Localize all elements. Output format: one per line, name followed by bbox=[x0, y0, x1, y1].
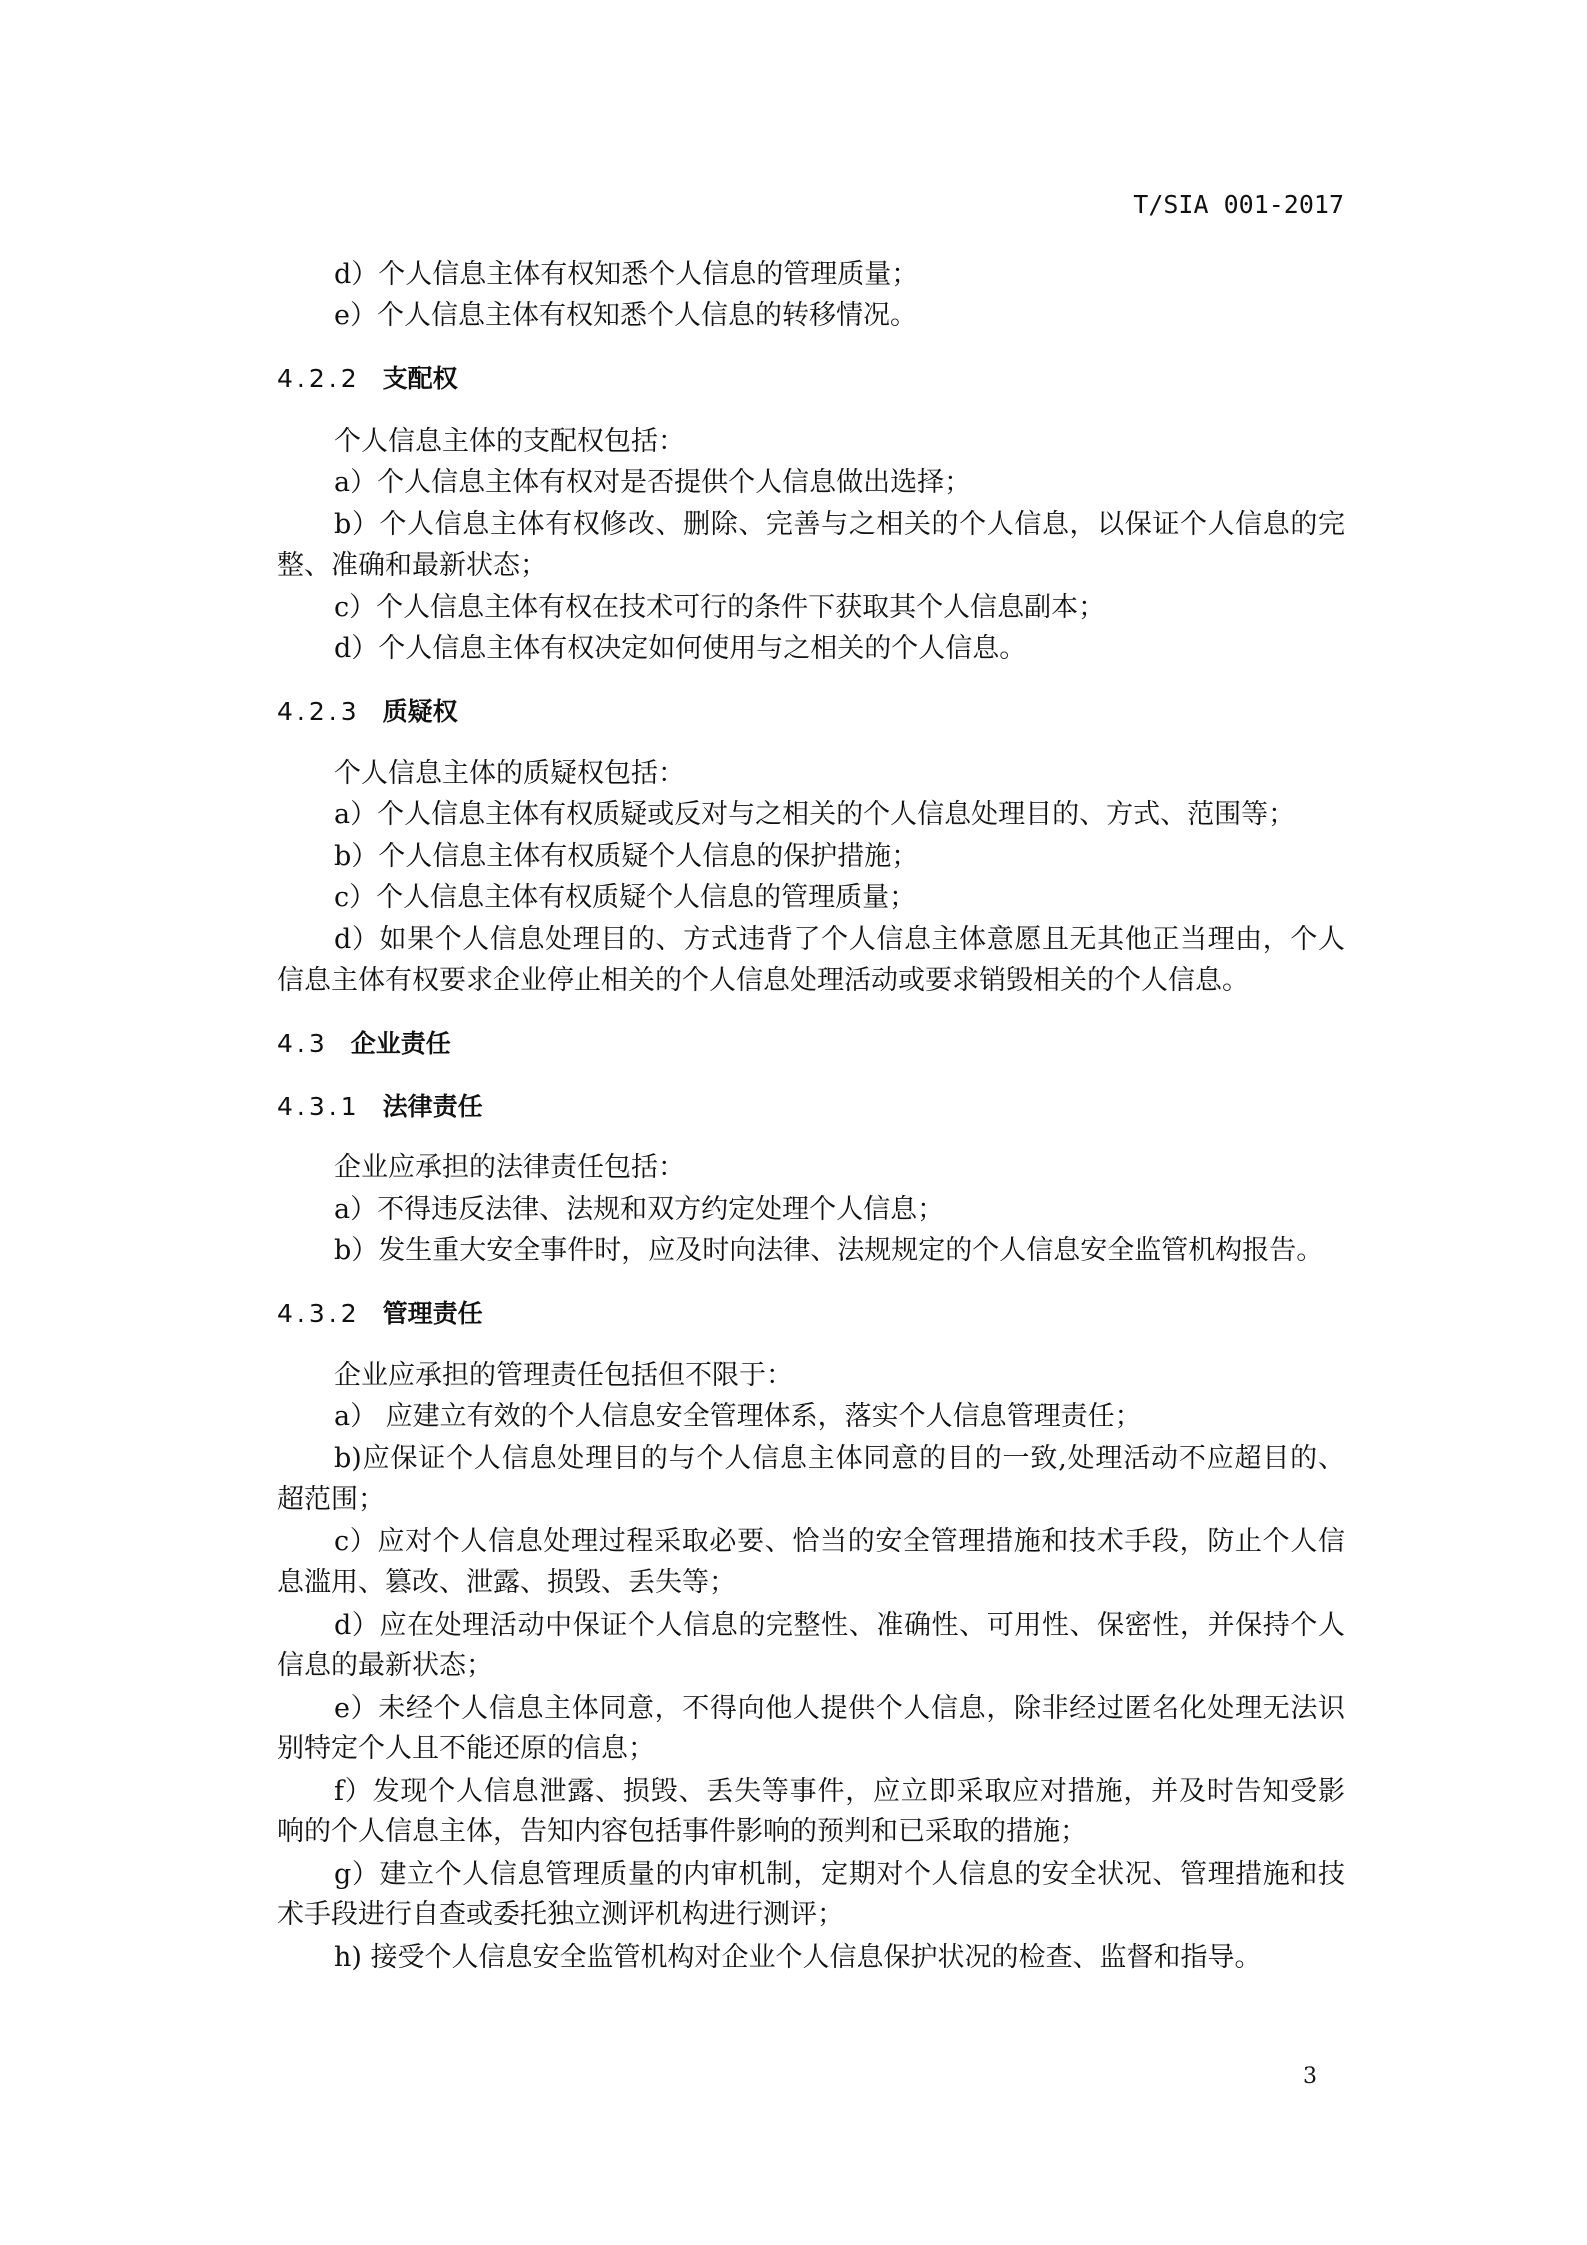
paragraph-line: e）未经个人信息主体同意，不得向他人提供个人信息，除非经过匿名化处理无法识 bbox=[334, 1693, 1345, 1724]
section-title: 法律责任 bbox=[382, 1092, 483, 1121]
page-number: 3 bbox=[1303, 2064, 1317, 2089]
paragraph-continuation-line: 整、准确和最新状态； bbox=[277, 550, 547, 581]
paragraph-continuation-line: 信息主体有权要求企业停止相关的个人信息处理活动或要求销毁相关的个人信息。 bbox=[277, 965, 1249, 996]
paragraph-line: 个人信息主体的质疑权包括： bbox=[334, 758, 685, 789]
paragraph-continuation-line: 术手段进行自查或委托独立测评机构进行测评； bbox=[277, 1899, 844, 1930]
document-id: T/SIA 001-2017 bbox=[1133, 190, 1344, 219]
section-number: 4.3.1 bbox=[277, 1092, 361, 1121]
paragraph-line: a）个人信息主体有权质疑或反对与之相关的个人信息处理目的、方式、范围等； bbox=[334, 799, 1296, 830]
paragraph-continuation-line: 响的个人信息主体，告知内容包括事件影响的预判和已采取的措施； bbox=[277, 1816, 1087, 1847]
paragraph-line: 企业应承担的管理责任包括但不限于： bbox=[334, 1360, 793, 1391]
paragraph-line: c）个人信息主体有权质疑个人信息的管理质量； bbox=[334, 882, 917, 913]
paragraph-line: b）个人信息主体有权质疑个人信息的保护措施； bbox=[334, 841, 919, 872]
paragraph-line: e）个人信息主体有权知悉个人信息的转移情况。 bbox=[334, 300, 917, 331]
section-heading bbox=[277, 694, 1345, 730]
paragraph-continuation-line: 息滥用、篡改、泄露、损毁、丢失等； bbox=[277, 1567, 736, 1598]
paragraph-continuation-line: 别特定个人且不能还原的信息； bbox=[277, 1733, 655, 1764]
paragraph-line: b）发生重大安全事件时，应及时向法律、法规规定的个人信息安全监管机构报告。 bbox=[334, 1235, 1324, 1266]
section-number: 4.3.2 bbox=[277, 1299, 361, 1328]
paragraph-line: a）不得违反法律、法规和双方约定处理个人信息； bbox=[334, 1194, 945, 1225]
paragraph-line: d）应在处理活动中保证个人信息的完整性、准确性、可用性、保密性，并保持个人 bbox=[334, 1610, 1345, 1641]
paragraph-line: d）如果个人信息处理目的、方式违背了个人信息主体意愿且无其他正当理由，个人 bbox=[334, 924, 1345, 955]
paragraph-line: a）个人信息主体有权对是否提供个人信息做出选择； bbox=[334, 467, 972, 498]
section-heading bbox=[277, 1026, 1345, 1062]
section-heading bbox=[277, 361, 1345, 397]
paragraph-line: c）应对个人信息处理过程采取必要、恰当的安全管理措施和技术手段，防止个人信 bbox=[334, 1526, 1345, 1557]
section-title: 企业责任 bbox=[350, 1029, 451, 1058]
section-title: 支配权 bbox=[382, 364, 458, 393]
paragraph-line: d）个人信息主体有权知悉个人信息的管理质量； bbox=[334, 259, 919, 290]
paragraph-line: c）个人信息主体有权在技术可行的条件下获取其个人信息副本； bbox=[334, 592, 1106, 623]
paragraph-continuation-line: 信息的最新状态； bbox=[277, 1650, 493, 1681]
paragraph-line: a） 应建立有效的个人信息安全管理体系，落实个人信息管理责任； bbox=[334, 1401, 1142, 1432]
paragraph-line: 企业应承担的法律责任包括： bbox=[334, 1152, 685, 1183]
section-number: 4.2.2 bbox=[277, 364, 361, 393]
paragraph-line: g）建立个人信息管理质量的内审机制，定期对个人信息的安全状况、管理措施和技 bbox=[334, 1859, 1345, 1890]
paragraph-line: d）个人信息主体有权决定如何使用与之相关的个人信息。 bbox=[334, 633, 1027, 664]
section-number: 4.2.3 bbox=[277, 697, 361, 726]
section-title: 管理责任 bbox=[382, 1299, 483, 1328]
paragraph-line: 个人信息主体的支配权包括： bbox=[334, 426, 685, 457]
paragraph-line: h) 接受个人信息安全监管机构对企业个人信息保护状况的检查、监督和指导。 bbox=[334, 1942, 1262, 1973]
section-number: 4.3 bbox=[277, 1029, 329, 1058]
section-title: 质疑权 bbox=[382, 697, 458, 726]
paragraph-line: f）发现个人信息泄露、损毁、丢失等事件，应立即采取应对措施，并及时告知受影 bbox=[334, 1776, 1345, 1807]
paragraph-line: b）个人信息主体有权修改、删除、完善与之相关的个人信息，以保证个人信息的完 bbox=[334, 509, 1345, 540]
paragraph-line: b)应保证个人信息处理目的与个人信息主体同意的目的一致,处理活动不应超目的、 bbox=[334, 1443, 1345, 1474]
paragraph-continuation-line: 超范围； bbox=[277, 1484, 385, 1515]
section-heading bbox=[277, 1296, 1345, 1332]
section-heading bbox=[277, 1089, 1345, 1125]
